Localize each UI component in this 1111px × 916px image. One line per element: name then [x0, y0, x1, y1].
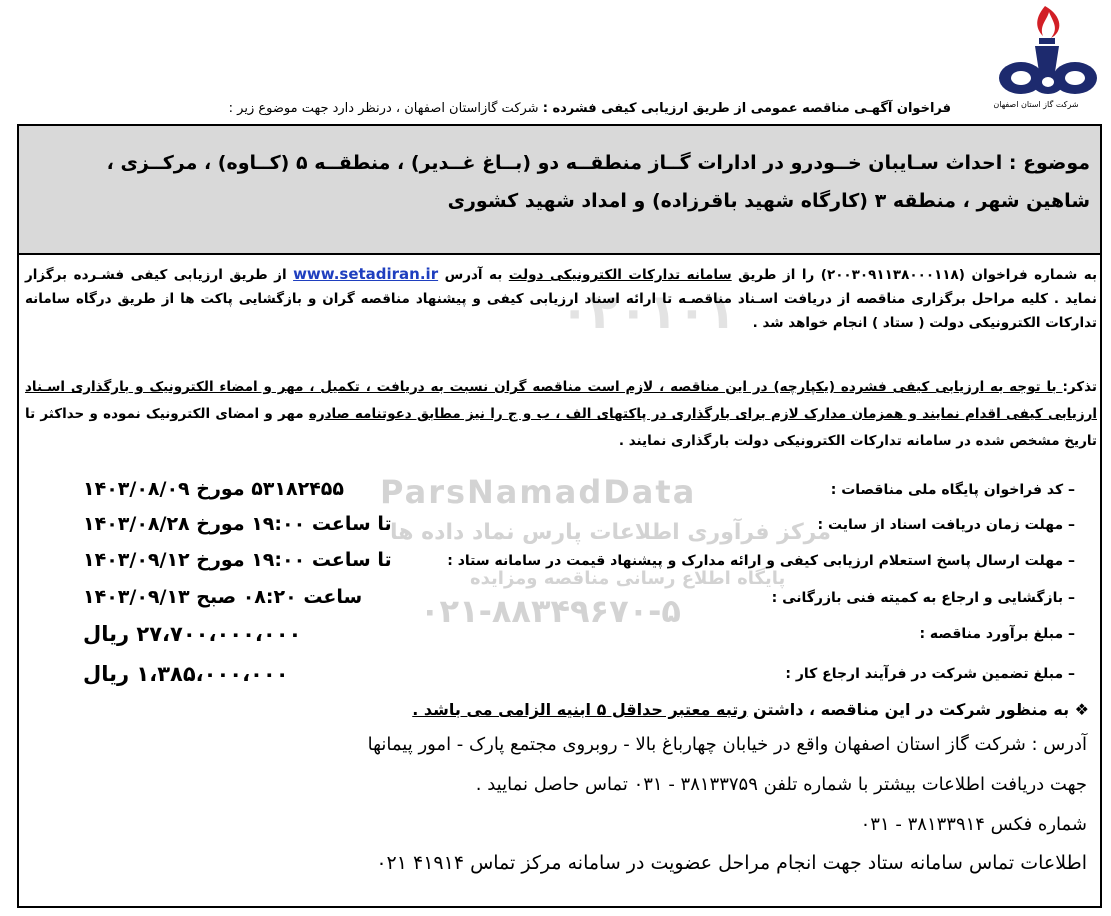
requirement-text-a: به منظور شرکت در این مناقصه ، داشتن — [747, 700, 1075, 719]
item-value: ۱،۳۸۵،۰۰۰،۰۰۰ ریال — [83, 662, 289, 686]
body-paragraph — [25, 262, 1098, 340]
logo-caption: شرکت گاز استان اصفهان — [993, 100, 1079, 109]
watermark-brand: ParsNamadData — [380, 473, 697, 511]
notes-text-1: با توجه به ارزیابی کیفی فشرده (یکپارچه) در این مناقصه ، لازم است مناقصه گران نسبت به دریافت ، تکمیل ، مهر و امضاء الکترونیک و بارگذاری اسـناد ارزیابی کیفی اقدام نمایند و همزمان مدارک لازم برای بارگذاری در پاکتهای الف ، ب و ج را نیز مطابق دعوتنامه صادره — [25, 379, 1097, 422]
item-row-opening — [25, 586, 1097, 616]
watermark-phone: ۰۲۱-۸۸۳۴۹۶۷۰-۵ — [420, 592, 681, 630]
item-value: تا ساعت ۱۹:۰۰ مورخ ۱۴۰۳/۰۸/۲۸ — [83, 513, 392, 535]
item-label: – مبلغ تضمین شرکت در فرآیند ارجاع کار : — [785, 666, 1075, 682]
item-value: تا ساعت ۱۹:۰۰ مورخ ۱۴۰۳/۰۹/۱۲ — [83, 549, 392, 571]
intro-bold: فراخوان آگهـی مناقصه عمومی از طریق ارزیابی کیفی فشرده : — [542, 101, 951, 116]
item-label: – مهلت زمان دریافت اسناد از سایت : — [817, 517, 1075, 533]
body-text-c: به آدرس — [438, 267, 509, 283]
body-text-setad: سامانه تدارکات الکترونیکی دولت — [508, 267, 732, 283]
body-text-d: از طریق ارزیابی کیفی فشـرده برگزار نماید . کلیه مراحل برگزاری مناقصه از دریافت اسـناد مناقصـه تا ارائه اسناد ارزیابی کیفی و پیشنهاد مناقصه گران و بازگشایی پاکت ها از طریق درگاه سامانه تدارکات الکترونیکی دولت ( ستاد ) انجام خواهد شد . — [25, 267, 1097, 331]
subject-line-2: شاهین شهر ، منطقه ۳ (کارگاه شهید باقرزاده) و امداد شهید کشوری — [447, 190, 1090, 212]
subject-box — [17, 124, 1102, 255]
body-text-a: به شماره فراخوان (۲۰۰۳۰۹۱۱۳۸۰۰۰۱۱۸) را از طریق — [731, 267, 1098, 283]
item-row-tender-code — [25, 478, 1097, 508]
watermark-fa2: پایگاه اطلاع رسانی مناقصه ومزایده — [470, 568, 786, 589]
requirement-text-b: رتبه معتبر حداقل ۵ ابنیه الزامی می باشد . — [412, 700, 748, 719]
item-label: – بازگشایی و ارجاع به کمیته فنی بازرگانی : — [771, 590, 1075, 606]
watermark-digits: ۰۲۰۱۰۱ — [560, 284, 736, 340]
item-row-estimate — [25, 622, 1097, 652]
company-logo — [993, 2, 1103, 100]
contact-phone: جهت دریافت اطلاعات بیشتر با شماره تلفن ۳۸۱۳۳۷۵۹ - ۰۳۱ تماس حاصل نمایید . — [475, 774, 1087, 795]
watermark-fa1: مرکز فرآوری اطلاعات پارس نماد داده ها — [390, 520, 831, 545]
item-label: – کد فراخوان پایگاه ملی مناقصات : — [830, 482, 1075, 498]
intro-rest: شرکت گازاستان اصفهان ، درنظر دارد جهت موضوع زیر : — [228, 101, 539, 116]
contact-address: آدرس : شرکت گاز استان اصفهان واقع در خیابان چهارباغ بالا - روبروی مجتمع پارک - امور پیمانها — [367, 734, 1087, 755]
requirement-line — [412, 700, 1089, 719]
item-value: ۲۷،۷۰۰،۰۰۰،۰۰۰ ریال — [83, 622, 302, 646]
item-value: ساعت ۰۸:۲۰ صبح ۱۴۰۳/۰۹/۱۳ — [83, 586, 363, 608]
subject-line-1: موضوع : احداث سـایبان خــودرو در ادارات گــاز منطقــه دو (بــاغ غــدیر) ، منطقــه ۵ (کــاوه) ، مرکــزی ، — [106, 152, 1090, 174]
item-row-document-deadline — [25, 513, 1097, 543]
item-label: – مبلغ برآورد مناقصه : — [919, 626, 1075, 642]
item-row-guarantee — [25, 662, 1097, 692]
item-value: ۵۳۱۸۲۴۵۵ مورخ ۱۴۰۳/۰۸/۰۹ — [83, 478, 344, 500]
setad-link[interactable]: www.setadiran.ir — [293, 265, 439, 283]
item-row-submission-deadline — [25, 549, 1097, 579]
contact-setad: اطلاعات تماس سامانه ستاد جهت انجام مراحل عضویت در سامانه مرکز تماس ۴۱۹۱۴ ۰۲۱ — [376, 852, 1087, 874]
item-label: – مهلت ارسال پاسخ استعلام ارزیابی کیفی و ارائه مدارک و پیشنهاد قیمت در سامانه ستاد : — [447, 553, 1075, 569]
notes-paragraph — [25, 374, 1097, 455]
notes-label: تذکر: — [1062, 379, 1097, 395]
notes-text-2: مهر و امضای الکترونیک نموده و حداکثر تا تاریخ مشخص شده در سامانه تدارکات الکترونیکی دولت بارگذاری نمایند . — [25, 406, 1097, 449]
intro-line — [20, 98, 951, 120]
bullet-icon: ❖ — [1074, 700, 1089, 719]
contact-fax: شماره فکس ۳۸۱۳۳۹۱۴ - ۰۳۱ — [860, 814, 1087, 835]
